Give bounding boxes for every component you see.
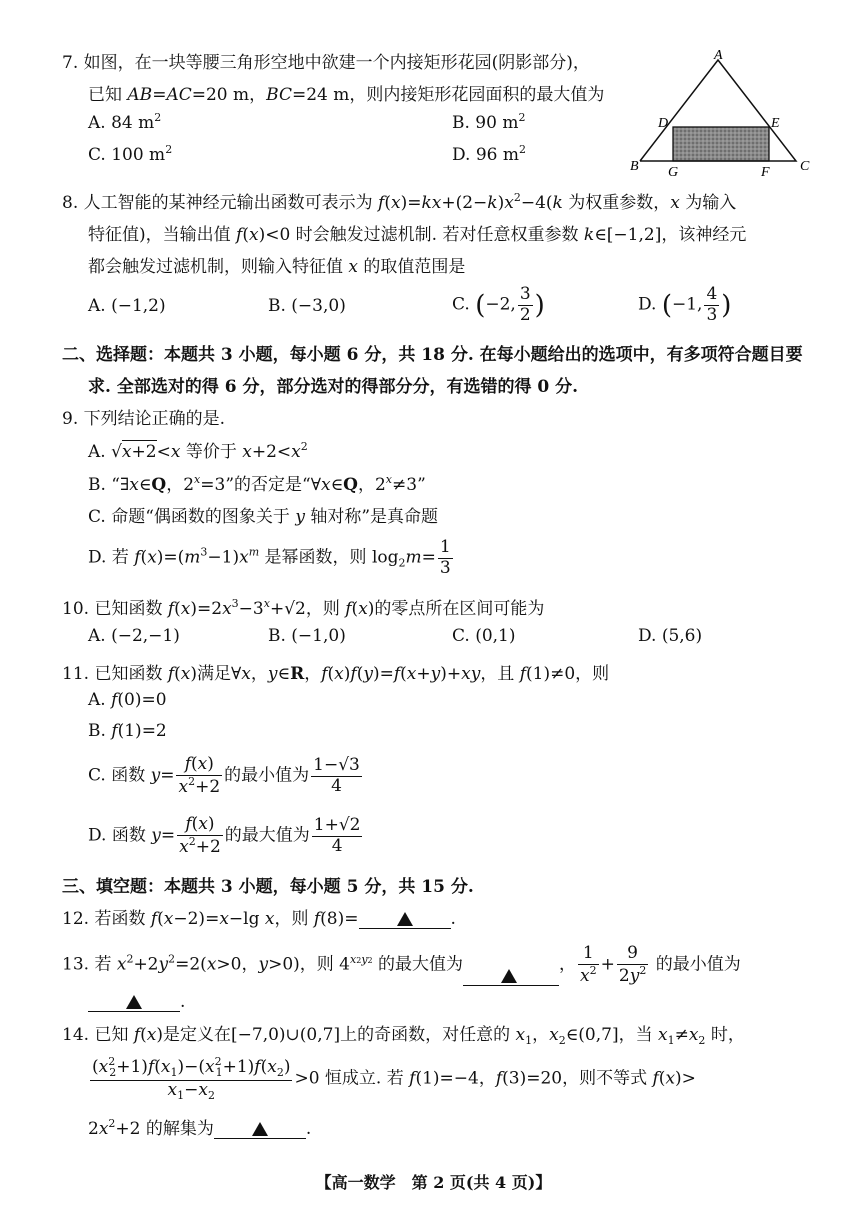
section2-line2: 求. 全部选对的得 6 分，部分选对的得部分分，有选错的得 0 分. <box>88 377 579 397</box>
q9-option-d: D. 若 $f(x)=(m^3-1)x^m$ 是幂函数，则 $\log_2m=$ $\frac{1}{3}$ <box>88 537 451 578</box>
label-d: D <box>658 116 669 131</box>
label-a: A <box>714 48 723 63</box>
q14-line1: 14. 已知 f(x)是定义在[−7,0)∪(0,7]上的奇函数，对任意的 $x_1$，$x_2\in(0,7]$，当 $x_1\ne x_2$ 时， <box>62 1025 745 1047</box>
answer-blank[interactable] <box>359 910 451 929</box>
q7-option-c: C. 100 $m^2$ <box>88 143 173 165</box>
section2-line1: 二、选择题：本题共 3 小题，每小题 6 分，共 18 分. 在每小题给出的选项中，有多项符合题目要 <box>62 345 803 365</box>
q9-option-c: C. 命题“偶函数的图象关于 y 轴对称”是真命题 <box>88 507 439 527</box>
q10-option-a: A. (−2,−1) <box>88 626 180 646</box>
q7-line1: 7. 如图，在一块等腰三角形空地中欲建一个内接矩形花园(阴影部分)， <box>62 53 590 73</box>
q10-option-b: B. (−1,0) <box>268 626 346 646</box>
q7-line2: 已知 AB=AC=20 m，BC=24 m，则内接矩形花园面积的最大值为 <box>88 85 605 105</box>
q9-option-a: A. √x+2<x 等价于 $x+2<x^2$ <box>88 440 308 462</box>
q13-line1: 13. 若 $x^2+2y^2=2(x>0$，y>0)，则 $4^{x2y2}$ 的最大值为 ， $\frac{1}{x^2}$ + $\frac{9}{2y^2}$ 的最小值为 <box>62 943 741 986</box>
triangle-icon <box>397 912 413 926</box>
q7-option-a: A. 84 $m^2$ <box>88 111 162 133</box>
q11-stem: 11. 已知函数 f(x)满足∀x，y∈R，f(x)f(y)=f(x+y)+xy，且 f(1)≠0，则 <box>62 664 610 684</box>
label-c: C <box>800 159 810 174</box>
q13-line2: . <box>88 992 185 1012</box>
q11-option-a: A. f(0)=0 <box>88 690 167 710</box>
q11-option-b: B. f(1)=2 <box>88 721 167 741</box>
answer-blank[interactable] <box>214 1120 306 1139</box>
q8-line2: 特征值)，当输出值 f(x)<0 时会触发过滤机制. 若对任意权重参数 k∈[−1,2]，该神经元 <box>88 225 747 245</box>
q8-option-c: C. (−2, $\frac{3}{2}$ ) <box>452 284 545 325</box>
q7-option-b: B. 90 $m^2$ <box>452 111 526 133</box>
q10-option-c: C. (0,1) <box>452 626 516 646</box>
q10-stem: 10. 已知函数 $f(x)=2x^3-3^x+√2$，则 f(x)的零点所在区间可能为 <box>62 597 545 619</box>
q14-line3: $2x^2+2$ 的解集为 . <box>88 1117 312 1139</box>
q8-option-b: B. (−3,0) <box>268 296 346 316</box>
q8-line1: 8. 人工智能的某神经元输出函数可表示为 $f(x)=kx+(2-k)x^2-4(k$ 为权重参数，x 为输入 <box>62 191 737 213</box>
q8-option-a: A. (−1,2) <box>88 296 166 316</box>
q11-option-c: C. 函数 y= $\frac{f(x)}{x^2+2}$ 的最小值为 $\frac{1-√3}{4}$ <box>88 754 360 797</box>
label-f: F <box>761 165 770 178</box>
triangle-icon <box>501 969 517 983</box>
shaded-rectangle <box>673 127 769 161</box>
label-b: B <box>630 159 639 174</box>
q14-line2: $\frac{(x^2_2+1)f(x_1)-(x^2_1+1)f(x_2)}{x_1-x_2}$ >0 恒成立. 若 f(1)=−4，f(3)=20，则不等式 f(x)> <box>92 1055 696 1102</box>
q11-option-d: D. 函数 y= $\frac{f(x)}{x^2+2}$ 的最大值为 $\frac{1+√2}{4}$ <box>88 814 361 857</box>
q8-option-d: D. (−1, $\frac{4}{3}$ ) <box>638 284 732 325</box>
label-g: G <box>668 165 679 178</box>
answer-blank[interactable] <box>463 967 559 986</box>
triangle-icon <box>252 1122 268 1136</box>
q8-line3: 都会触发过滤机制，则输入特征值 x 的取值范围是 <box>88 257 466 277</box>
label-e: E <box>771 116 780 131</box>
q7-option-d: D. 96 $m^2$ <box>452 143 526 165</box>
triangle-icon <box>126 995 142 1009</box>
triangle-figure <box>628 46 818 178</box>
q9-option-b: B. “∃x∈Q，$2^x=3$”的否定是“∀x∈Q，$2^x\ne 3$” <box>88 473 426 495</box>
section3-heading: 三、填空题：本题共 3 小题，每小题 5 分，共 15 分. <box>62 877 474 897</box>
answer-blank[interactable] <box>88 993 180 1012</box>
q12: 12. 若函数 f(x−2)=x−lg x，则 f(8)= . <box>62 909 456 929</box>
page-footer: 【高一数学 第 2 页(共 4 页)】 <box>315 1173 552 1192</box>
q10-option-d: D. (5,6) <box>638 626 703 646</box>
q9-stem: 9. 下列结论正确的是. <box>62 409 226 429</box>
